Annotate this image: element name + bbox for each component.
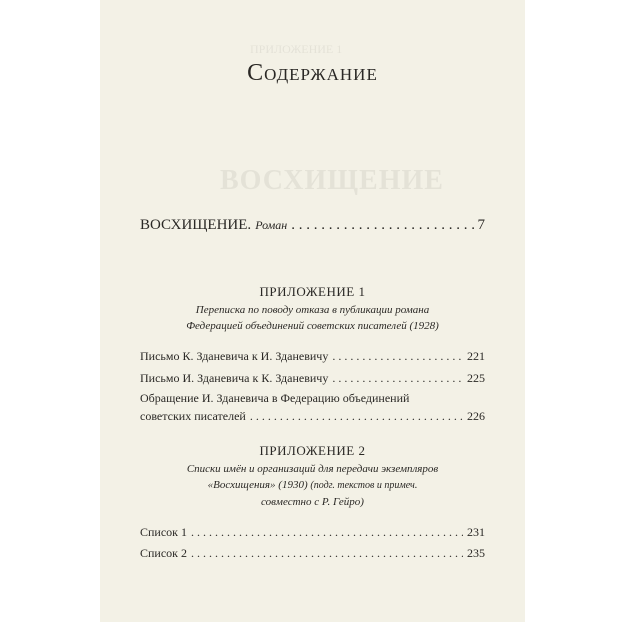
- toc-entry-page: 221: [467, 349, 485, 363]
- appendix-1-description: [140, 302, 485, 334]
- toc-entry-page: 226: [467, 409, 485, 423]
- toc-entry-main: [140, 217, 485, 234]
- dot-leader: [332, 371, 463, 386]
- bleed-through-decoration: ВОСХИЩЕНИЕ: [220, 165, 444, 196]
- toc-entry: [140, 371, 485, 386]
- appendix-2-heading: ПРИЛОЖЕНИЕ 2: [259, 443, 366, 458]
- toc-entry-page: 7: [477, 217, 485, 233]
- dot-leader: [291, 217, 473, 234]
- toc-entry-title: Письмо И. Зданевича к К. Зданевичу: [140, 371, 329, 385]
- toc-entry: [140, 525, 485, 540]
- toc-entry-page: 231: [467, 525, 485, 539]
- toc-entry: [140, 409, 485, 424]
- toc-entry-title: Письмо К. Зданевича к И. Зданевичу: [140, 349, 329, 363]
- toc-entry-genre: Роман: [255, 218, 288, 232]
- toc-entry-title: ВОСХИЩЕНИЕ.: [140, 217, 252, 233]
- toc-entry-title: Список 1: [140, 525, 188, 539]
- dot-leader: [191, 546, 463, 561]
- page-title: Содержание: [247, 60, 378, 86]
- dot-leader: [191, 525, 463, 540]
- toc-entry-title-line1: Обращение И. Зданевича в Федерацию объединений: [140, 391, 410, 405]
- description-work-title: «Восхищения» (1930): [207, 479, 308, 491]
- appendix-2-description: [140, 461, 485, 510]
- description-line: [140, 477, 485, 494]
- description-line: Переписка по поводу отказа в публикации романа: [195, 304, 430, 316]
- appendix-1-heading: ПРИЛОЖЕНИЕ 1: [259, 284, 366, 299]
- toc-entry-title: советских писателей: [140, 409, 246, 423]
- book-page: [100, 0, 525, 622]
- dot-leader: [250, 409, 463, 424]
- description-note: (подг. текстов и примеч.: [310, 480, 418, 491]
- toc-entry-page: 235: [467, 546, 485, 560]
- description-line: Списки имён и организаций для передачи экземпляров: [186, 463, 439, 475]
- toc-entry-title: Список 2: [140, 546, 188, 560]
- toc-entry-page: 225: [467, 371, 485, 385]
- toc-entry: [140, 546, 485, 561]
- toc-entry: [140, 349, 485, 364]
- dot-leader: [332, 349, 463, 364]
- description-line: Федерацией объединений советских писателей (1928): [186, 320, 439, 332]
- description-line: совместно с Р. Гейро): [261, 496, 364, 508]
- bleed-through-decoration: ПРИЛОЖЕНИЕ 1: [250, 42, 343, 56]
